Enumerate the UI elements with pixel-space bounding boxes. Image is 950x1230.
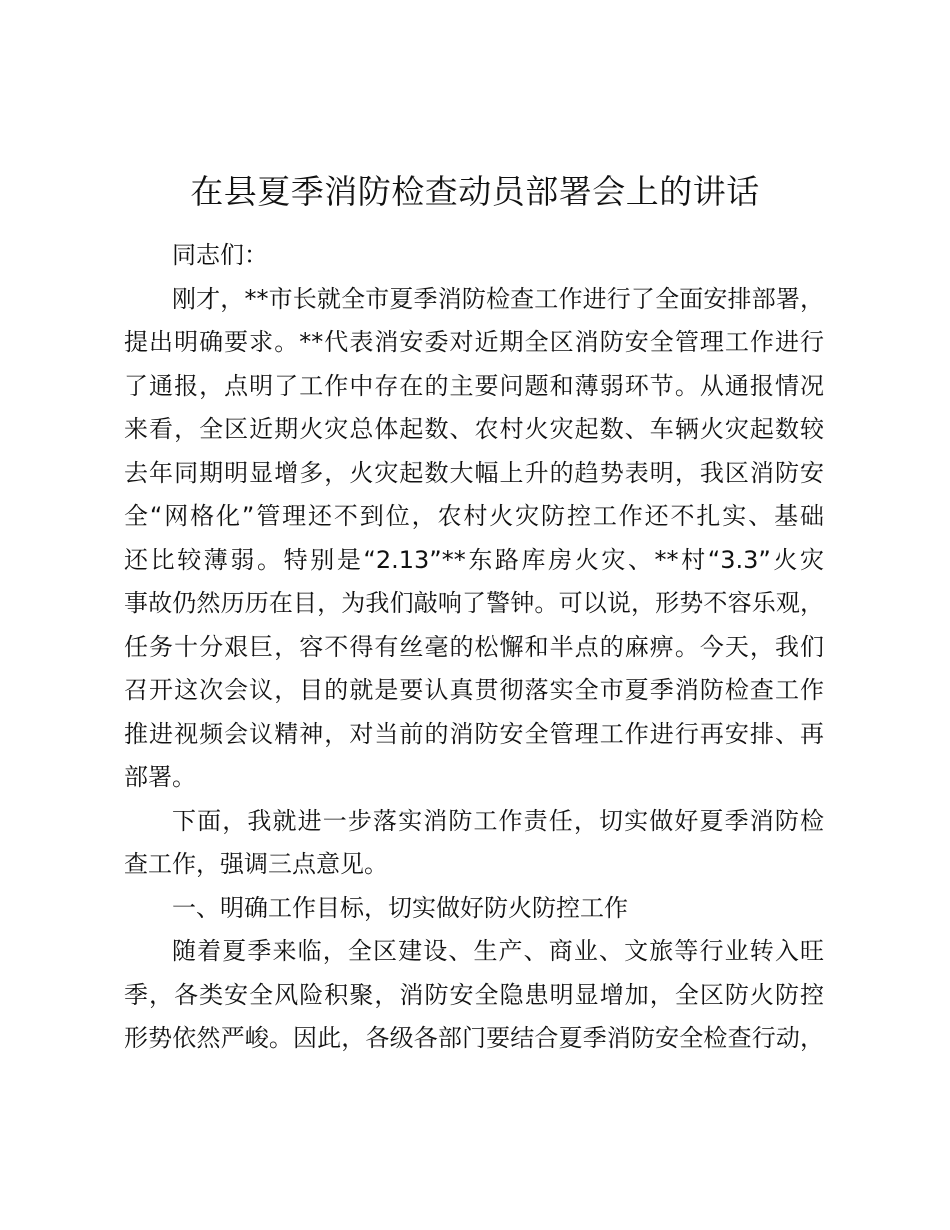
salutation: 同志们： bbox=[172, 241, 268, 269]
paragraph-line: 形势依然严峻。因此，各级各部门要结合夏季消防安全检查行动， bbox=[124, 1024, 824, 1052]
paragraph-line: 事故仍然历历在目，为我们敲响了警钟。可以说，形势不容乐观， bbox=[124, 589, 824, 617]
document-title: 在县夏季消防检查动员部署会上的讲话 bbox=[190, 172, 760, 211]
paragraph-line: 部署。 bbox=[124, 763, 196, 791]
paragraph-line: 了通报，点明了工作中存在的主要问题和薄弱环节。从通报情况 bbox=[124, 372, 824, 400]
paragraph-line: 还比较薄弱。特别是“2.13”**东路库房火灾、**村“3.3”火灾 bbox=[124, 546, 824, 574]
paragraph-line: 刚才，**市长就全市夏季消防检查工作进行了全面安排部署， bbox=[172, 285, 824, 313]
paragraph-line: 任务十分艰巨，容不得有丝毫的松懈和半点的麻痹。今天，我们 bbox=[124, 633, 824, 661]
section-heading: 一、明确工作目标，切实做好防火防控工作 bbox=[172, 894, 628, 922]
paragraph-line: 召开这次会议，目的就是要认真贯彻落实全市夏季消防检查工作 bbox=[124, 676, 824, 704]
paragraph-line: 去年同期明显增多，火灾起数大幅上升的趋势表明，我区消防安 bbox=[124, 459, 824, 487]
paragraph-line: 推进视频会议精神，对当前的消防安全管理工作进行再安排、再 bbox=[124, 720, 824, 748]
paragraph-line: 下面，我就进一步落实消防工作责任，切实做好夏季消防检 bbox=[172, 807, 824, 835]
paragraph-line: 随着夏季来临，全区建设、生产、商业、文旅等行业转入旺 bbox=[172, 937, 824, 965]
paragraph-line: 全“网格化”管理还不到位，农村火灾防控工作还不扎实、基础 bbox=[124, 502, 824, 530]
paragraph-line: 季，各类安全风险积聚，消防安全隐患明显增加，全区防火防控 bbox=[124, 981, 824, 1009]
paragraph-line: 查工作，强调三点意见。 bbox=[124, 850, 388, 878]
paragraph-line: 来看，全区近期火灾总体起数、农村火灾起数、车辆火灾起数较 bbox=[124, 415, 824, 443]
paragraph-line: 提出明确要求。**代表消安委对近期全区消防安全管理工作进行 bbox=[124, 328, 824, 356]
